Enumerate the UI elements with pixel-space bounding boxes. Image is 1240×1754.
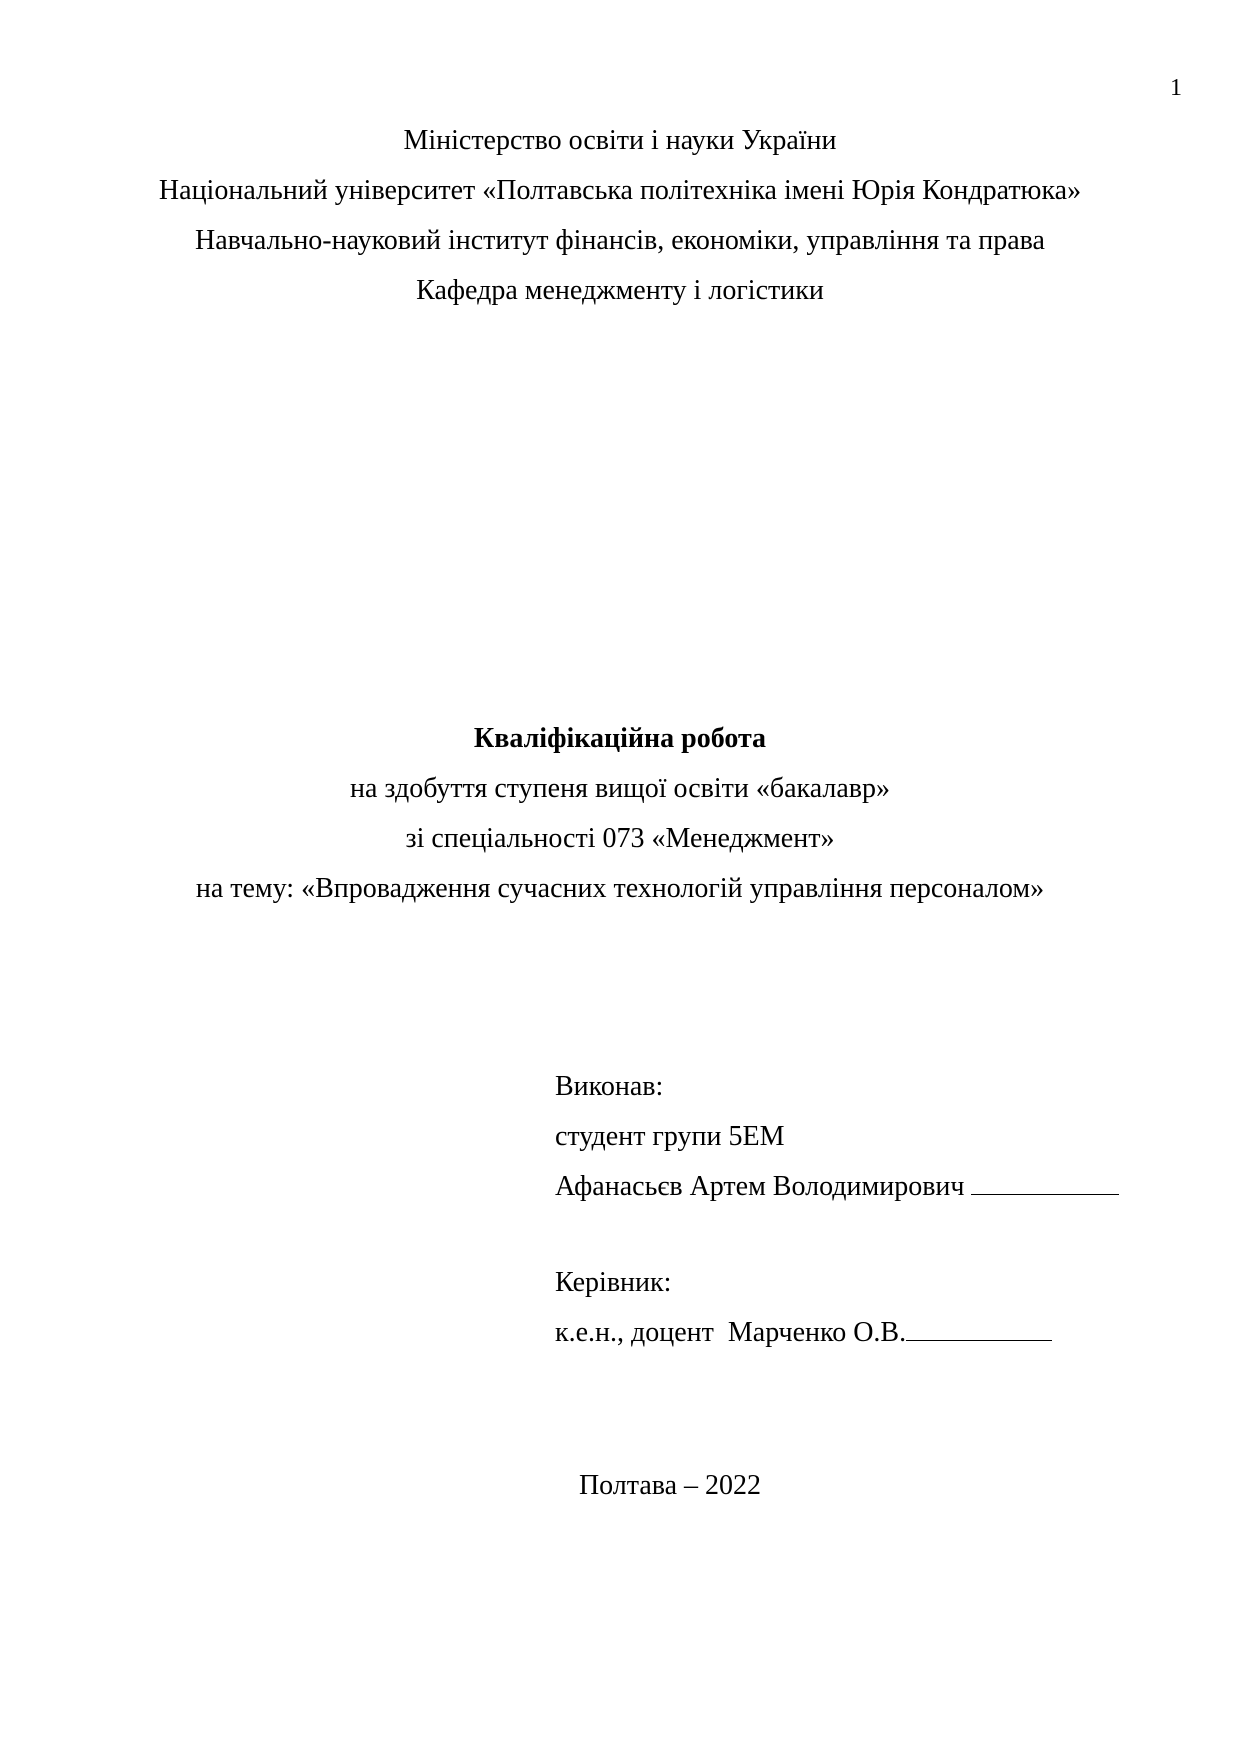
- work-type-title: Кваліфікаційна робота: [473, 723, 767, 754]
- author-label: Виконав:: [555, 1071, 664, 1102]
- author-name: Афанасьєв Артем Володимирович: [555, 1171, 965, 1202]
- supervisor-signature-blank: [906, 1310, 1052, 1341]
- work-title-block: [0, 714, 1240, 914]
- page-number: 1: [1170, 75, 1182, 101]
- author-group: студент групи 5ЕМ: [555, 1121, 785, 1152]
- supervisor-label: Керівник:: [555, 1267, 672, 1298]
- supervisor-name: к.е.н., доцент Марченко О.В.: [555, 1317, 907, 1348]
- institute-name: Навчально-науковий інститут фінансів, економіки, управління та права: [195, 225, 1045, 256]
- degree-line: на здобуття ступеня вищої освіти «бакалавр»: [350, 773, 890, 804]
- author-signature-blank: [971, 1164, 1119, 1195]
- author-signature-line: [555, 1162, 1195, 1212]
- ministry-name: Міністерство освіти і науки України: [403, 125, 837, 156]
- department-name: Кафедра менеджменту і логістики: [416, 275, 824, 306]
- specialty-line: зі спеціальності 073 «Менеджмент»: [405, 823, 835, 854]
- topic-line: на тему: «Впровадження сучасних технологій управління персоналом»: [195, 873, 1045, 904]
- university-name: Національний університет «Полтавська політехніка імені Юрія Кондратюка»: [158, 175, 1082, 206]
- signature-spacer: [555, 1212, 1195, 1258]
- city-year: Полтава – 2022: [578, 1470, 762, 1501]
- supervisor-signature-line: [555, 1308, 1195, 1358]
- signature-block: [555, 1062, 1195, 1358]
- institution-header: [0, 116, 1240, 316]
